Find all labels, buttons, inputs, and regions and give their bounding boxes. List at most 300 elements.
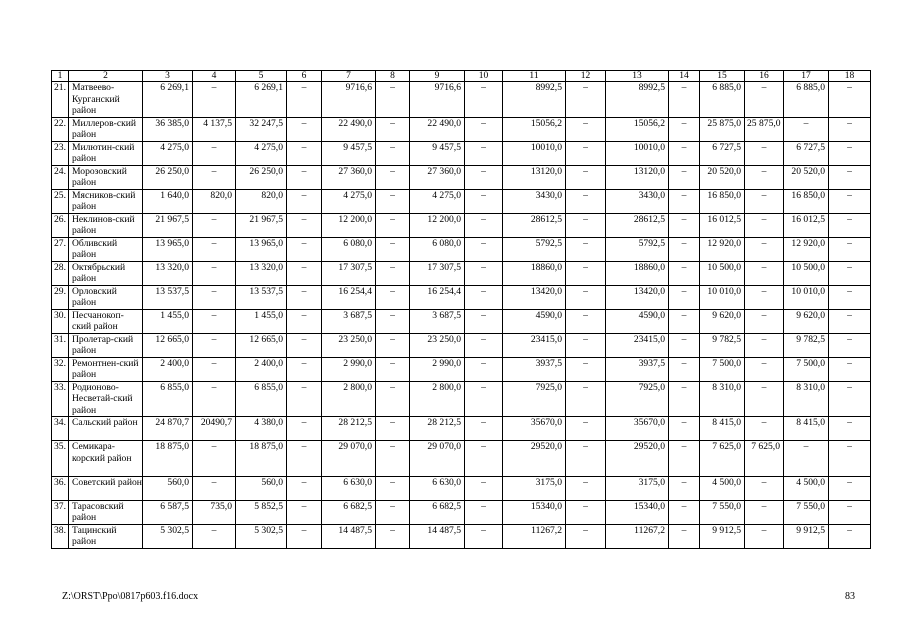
row-number-cell: 33. xyxy=(52,381,69,417)
row-number-cell: 35. xyxy=(52,441,69,477)
table-row xyxy=(52,381,871,417)
table-cell: 1 455,0 xyxy=(143,309,193,333)
table-cell: 32 247,5 xyxy=(236,117,287,141)
table-cell: – xyxy=(745,333,784,357)
table-cell: – xyxy=(566,189,606,213)
table-cell: 4 275,0 xyxy=(236,141,287,165)
table-cell: 16 012,5 xyxy=(784,213,829,237)
table-cell: – xyxy=(287,500,322,524)
table-cell: – xyxy=(376,237,410,261)
table-cell: 36 385,0 xyxy=(143,117,193,141)
table-cell: 3 687,5 xyxy=(322,309,376,333)
table-cell: 12 665,0 xyxy=(236,333,287,357)
table-cell: 9 457,5 xyxy=(322,141,376,165)
table-cell: 3175,0 xyxy=(503,476,566,500)
table-cell: 6 630,0 xyxy=(322,476,376,500)
table-cell: – xyxy=(566,357,606,381)
table-cell: – xyxy=(287,82,322,118)
table-cell: 13 320,0 xyxy=(236,261,287,285)
table-cell: 29 070,0 xyxy=(322,441,376,477)
table-cell: 12 920,0 xyxy=(784,237,829,261)
table-cell: 8992,5 xyxy=(503,82,566,118)
table-cell: – xyxy=(376,213,410,237)
table-row xyxy=(52,189,871,213)
table-cell: 6 080,0 xyxy=(322,237,376,261)
table-cell: 20490,7 xyxy=(193,417,236,441)
table-cell: – xyxy=(465,189,503,213)
table-cell: 8 310,0 xyxy=(700,381,745,417)
table-cell: – xyxy=(287,237,322,261)
table-cell: 13 320,0 xyxy=(143,261,193,285)
table-cell: – xyxy=(745,189,784,213)
table-cell: 13 965,0 xyxy=(143,237,193,261)
table-cell: 24 870,7 xyxy=(143,417,193,441)
column-header: 4 xyxy=(193,71,236,82)
table-cell: – xyxy=(566,381,606,417)
table-cell: – xyxy=(287,261,322,285)
column-header: 5 xyxy=(236,71,287,82)
table-cell: 12 200,0 xyxy=(322,213,376,237)
table-cell: 5792,5 xyxy=(606,237,669,261)
table-cell: 7 625,0 xyxy=(745,441,784,477)
table-cell: – xyxy=(465,117,503,141)
table-cell: – xyxy=(287,476,322,500)
table-cell: 21 967,5 xyxy=(236,213,287,237)
table-cell: – xyxy=(376,261,410,285)
table-cell: 6 269,1 xyxy=(143,82,193,118)
table-cell: – xyxy=(376,285,410,309)
district-name-cell: Октябрьский район xyxy=(69,261,143,285)
table-cell: – xyxy=(566,82,606,118)
table-cell: – xyxy=(465,441,503,477)
table-cell: 9 912,5 xyxy=(700,524,745,548)
table-cell: – xyxy=(193,213,236,237)
table-cell: 4 500,0 xyxy=(784,476,829,500)
table-cell: 6 587,5 xyxy=(143,500,193,524)
column-header: 15 xyxy=(700,71,745,82)
table-cell: 13120,0 xyxy=(503,165,566,189)
table-cell: – xyxy=(193,381,236,417)
table-cell: 25 875,0 xyxy=(700,117,745,141)
table-cell: – xyxy=(193,357,236,381)
table-cell: – xyxy=(745,261,784,285)
column-header: 16 xyxy=(745,71,784,82)
table-cell: 5792,5 xyxy=(503,237,566,261)
table-cell: 25 875,0 xyxy=(745,117,784,141)
table-row xyxy=(52,476,871,500)
table-cell: 16 850,0 xyxy=(700,189,745,213)
table-row xyxy=(52,82,871,118)
table-cell: 26 250,0 xyxy=(236,165,287,189)
table-cell: – xyxy=(465,333,503,357)
table-cell: – xyxy=(566,333,606,357)
table-cell: 16 850,0 xyxy=(784,189,829,213)
table-cell: 10 500,0 xyxy=(784,261,829,285)
column-header: 1 xyxy=(52,71,69,82)
table-cell: – xyxy=(829,417,871,441)
table-cell: 6 855,0 xyxy=(143,381,193,417)
table-cell: 4 275,0 xyxy=(322,189,376,213)
table-cell: 6 885,0 xyxy=(700,82,745,118)
table-cell: 4590,0 xyxy=(606,309,669,333)
table-cell: – xyxy=(376,333,410,357)
table-cell: 13 965,0 xyxy=(236,237,287,261)
table-cell: 3175,0 xyxy=(606,476,669,500)
table-row xyxy=(52,333,871,357)
table-cell: 16 012,5 xyxy=(700,213,745,237)
column-header: 17 xyxy=(784,71,829,82)
table-cell: – xyxy=(669,117,700,141)
table-cell: 27 360,0 xyxy=(322,165,376,189)
table-cell: 18 875,0 xyxy=(236,441,287,477)
table-cell: – xyxy=(669,141,700,165)
district-name-cell: Семикара-корский район xyxy=(69,441,143,477)
table-cell: – xyxy=(829,381,871,417)
table-cell: – xyxy=(745,381,784,417)
table-cell: 13420,0 xyxy=(606,285,669,309)
table-cell: 14 487,5 xyxy=(410,524,465,548)
table-cell: – xyxy=(465,285,503,309)
table-row xyxy=(52,141,871,165)
table-cell: – xyxy=(566,213,606,237)
table-cell: – xyxy=(829,476,871,500)
table-cell: – xyxy=(829,309,871,333)
table-cell: 5 852,5 xyxy=(236,500,287,524)
district-name-cell: Милютин-ский район xyxy=(69,141,143,165)
table-cell: 8 310,0 xyxy=(784,381,829,417)
table-cell: – xyxy=(287,141,322,165)
table-cell: 9 620,0 xyxy=(784,309,829,333)
district-name-cell: Пролетар-ский район xyxy=(69,333,143,357)
table-cell: 3937,5 xyxy=(606,357,669,381)
table-cell: 820,0 xyxy=(193,189,236,213)
district-name-cell: Сальский район xyxy=(69,417,143,441)
table-row xyxy=(52,441,871,477)
table-cell: 12 665,0 xyxy=(143,333,193,357)
table-cell: 20 520,0 xyxy=(700,165,745,189)
table-cell: – xyxy=(745,141,784,165)
table-cell: – xyxy=(829,213,871,237)
table-cell: – xyxy=(829,285,871,309)
table-cell: – xyxy=(193,441,236,477)
table-cell: 820,0 xyxy=(236,189,287,213)
table-cell: – xyxy=(566,285,606,309)
table-cell: 7 500,0 xyxy=(700,357,745,381)
table-cell: – xyxy=(376,476,410,500)
table-cell: – xyxy=(287,189,322,213)
row-number-cell: 38. xyxy=(52,524,69,548)
table-cell: – xyxy=(669,285,700,309)
table-cell: – xyxy=(669,381,700,417)
table-cell: – xyxy=(287,441,322,477)
table-cell: – xyxy=(566,417,606,441)
table-cell: – xyxy=(745,524,784,548)
table-cell: 10 500,0 xyxy=(700,261,745,285)
column-header: 9 xyxy=(410,71,465,82)
district-name-cell: Тацинский район xyxy=(69,524,143,548)
table-cell: – xyxy=(745,500,784,524)
table-cell: 27 360,0 xyxy=(410,165,465,189)
table-cell: – xyxy=(566,237,606,261)
table-cell: 23 250,0 xyxy=(322,333,376,357)
table-cell: 6 682,5 xyxy=(322,500,376,524)
row-number-cell: 21. xyxy=(52,82,69,118)
table-cell: 735,0 xyxy=(193,500,236,524)
table-cell: 23415,0 xyxy=(503,333,566,357)
table-cell: – xyxy=(669,189,700,213)
table-cell: 4 137,5 xyxy=(193,117,236,141)
row-number-cell: 22. xyxy=(52,117,69,141)
table-cell: 10 010,0 xyxy=(784,285,829,309)
table-cell: 9 912,5 xyxy=(784,524,829,548)
table-cell: 17 307,5 xyxy=(322,261,376,285)
table-cell: 9716,6 xyxy=(410,82,465,118)
table-cell: – xyxy=(829,189,871,213)
table-cell: – xyxy=(287,333,322,357)
table-cell: 5 302,5 xyxy=(236,524,287,548)
table-cell: 11267,2 xyxy=(606,524,669,548)
table-cell: 10 010,0 xyxy=(700,285,745,309)
table-cell: – xyxy=(745,82,784,118)
table-cell: – xyxy=(465,213,503,237)
table-cell: 2 990,0 xyxy=(322,357,376,381)
table-cell: 12 920,0 xyxy=(700,237,745,261)
table-cell: – xyxy=(829,333,871,357)
table-cell: – xyxy=(465,417,503,441)
column-header: 11 xyxy=(503,71,566,82)
table-cell: – xyxy=(287,213,322,237)
table-row xyxy=(52,500,871,524)
table-cell: 14 487,5 xyxy=(322,524,376,548)
column-header: 6 xyxy=(287,71,322,82)
table-cell: – xyxy=(287,285,322,309)
table-cell: – xyxy=(465,141,503,165)
table-cell: 13 537,5 xyxy=(236,285,287,309)
table-cell: – xyxy=(829,117,871,141)
table-cell: – xyxy=(566,476,606,500)
data-table xyxy=(51,70,871,549)
district-name-cell: Песчанокоп-ский район xyxy=(69,309,143,333)
table-cell: 6 885,0 xyxy=(784,82,829,118)
table-row xyxy=(52,213,871,237)
table-cell: 2 800,0 xyxy=(322,381,376,417)
table-cell: – xyxy=(465,500,503,524)
district-name-cell: Миллеров-ский район xyxy=(69,117,143,141)
table-cell: 9716,6 xyxy=(322,82,376,118)
page-number: 83 xyxy=(845,591,855,602)
column-header: 13 xyxy=(606,71,669,82)
table-cell: 4 275,0 xyxy=(410,189,465,213)
table-cell: – xyxy=(193,285,236,309)
table-cell: – xyxy=(465,476,503,500)
table-row xyxy=(52,417,871,441)
district-name-cell: Тарасовский район xyxy=(69,500,143,524)
table-cell: – xyxy=(376,524,410,548)
row-number-cell: 30. xyxy=(52,309,69,333)
table-cell: 8992,5 xyxy=(606,82,669,118)
table-cell: – xyxy=(287,357,322,381)
table-cell: – xyxy=(745,285,784,309)
table-row xyxy=(52,117,871,141)
table-cell: – xyxy=(193,261,236,285)
district-name-cell: Матвеево-Курганский район xyxy=(69,82,143,118)
table-cell: – xyxy=(465,381,503,417)
table-cell: 21 967,5 xyxy=(143,213,193,237)
table-cell: – xyxy=(376,82,410,118)
column-header: 3 xyxy=(143,71,193,82)
table-cell: 7925,0 xyxy=(606,381,669,417)
table-cell: 7 550,0 xyxy=(784,500,829,524)
table-cell: – xyxy=(745,357,784,381)
table-cell: 1 455,0 xyxy=(236,309,287,333)
table-cell: 10010,0 xyxy=(503,141,566,165)
table-cell: 29520,0 xyxy=(503,441,566,477)
table-cell: 13120,0 xyxy=(606,165,669,189)
table-cell: – xyxy=(376,381,410,417)
table-cell: 12 200,0 xyxy=(410,213,465,237)
column-header: 12 xyxy=(566,71,606,82)
table-cell: – xyxy=(193,524,236,548)
table-cell: 2 990,0 xyxy=(410,357,465,381)
table-cell: 8 415,0 xyxy=(700,417,745,441)
table-cell: – xyxy=(376,441,410,477)
table-cell: 28612,5 xyxy=(503,213,566,237)
row-number-cell: 26. xyxy=(52,213,69,237)
row-number-cell: 27. xyxy=(52,237,69,261)
table-cell: – xyxy=(465,357,503,381)
table-cell: 2 800,0 xyxy=(410,381,465,417)
table-cell: 20 520,0 xyxy=(784,165,829,189)
table-cell: 7925,0 xyxy=(503,381,566,417)
table-cell: – xyxy=(287,417,322,441)
table-cell: 7 500,0 xyxy=(784,357,829,381)
district-name-cell: Мясников-ский район xyxy=(69,189,143,213)
row-number-cell: 32. xyxy=(52,357,69,381)
table-cell: – xyxy=(669,261,700,285)
table-cell: 23415,0 xyxy=(606,333,669,357)
table-cell: – xyxy=(465,524,503,548)
table-cell: – xyxy=(465,261,503,285)
row-number-cell: 29. xyxy=(52,285,69,309)
table-cell: – xyxy=(829,237,871,261)
table-cell: – xyxy=(465,82,503,118)
column-header: 10 xyxy=(465,71,503,82)
table-cell: – xyxy=(566,141,606,165)
table-cell: – xyxy=(829,441,871,477)
table-cell: – xyxy=(829,141,871,165)
table-cell: 22 490,0 xyxy=(410,117,465,141)
table-cell: – xyxy=(745,237,784,261)
table-cell: 17 307,5 xyxy=(410,261,465,285)
table-cell: – xyxy=(193,476,236,500)
table-cell: – xyxy=(669,213,700,237)
table-cell: 6 727,5 xyxy=(784,141,829,165)
table-cell: – xyxy=(193,165,236,189)
table-cell: – xyxy=(376,309,410,333)
row-number-cell: 25. xyxy=(52,189,69,213)
table-cell: – xyxy=(376,357,410,381)
district-name-cell: Ремонтнен-ский район xyxy=(69,357,143,381)
row-number-cell: 34. xyxy=(52,417,69,441)
table-cell: – xyxy=(376,189,410,213)
table-cell: 3937,5 xyxy=(503,357,566,381)
table-cell: – xyxy=(193,141,236,165)
table-cell: – xyxy=(465,309,503,333)
table-row xyxy=(52,357,871,381)
table-cell: 3430,0 xyxy=(503,189,566,213)
column-header: 8 xyxy=(376,71,410,82)
table-cell: 22 490,0 xyxy=(322,117,376,141)
table-cell: – xyxy=(784,441,829,477)
column-header: 14 xyxy=(669,71,700,82)
table-cell: 6 727,5 xyxy=(700,141,745,165)
table-cell: – xyxy=(287,381,322,417)
table-cell: – xyxy=(669,82,700,118)
table-cell: – xyxy=(566,165,606,189)
table-cell: – xyxy=(669,441,700,477)
table-row xyxy=(52,285,871,309)
table-cell: – xyxy=(287,309,322,333)
table-cell: 6 855,0 xyxy=(236,381,287,417)
table-cell: – xyxy=(566,117,606,141)
row-number-cell: 28. xyxy=(52,261,69,285)
footer-file-path: Z:\ORST\Ppo\0817p603.f16.docx xyxy=(62,591,199,602)
table-cell: – xyxy=(376,117,410,141)
table-cell: – xyxy=(669,333,700,357)
table-row xyxy=(52,237,871,261)
table-cell: – xyxy=(829,524,871,548)
table-cell: 4590,0 xyxy=(503,309,566,333)
table-cell: 11267,2 xyxy=(503,524,566,548)
table-cell: – xyxy=(829,261,871,285)
table-cell: 35670,0 xyxy=(606,417,669,441)
row-number-cell: 23. xyxy=(52,141,69,165)
table-cell: 15056,2 xyxy=(503,117,566,141)
row-number-cell: 36. xyxy=(52,476,69,500)
table-cell: – xyxy=(669,417,700,441)
table-cell: 26 250,0 xyxy=(143,165,193,189)
table-row xyxy=(52,165,871,189)
table-cell: 7 625,0 xyxy=(700,441,745,477)
table-cell: 18 875,0 xyxy=(143,441,193,477)
table-cell: – xyxy=(287,524,322,548)
table-cell: 6 080,0 xyxy=(410,237,465,261)
table-cell: 2 400,0 xyxy=(236,357,287,381)
table-cell: 2 400,0 xyxy=(143,357,193,381)
table-cell: 15340,0 xyxy=(606,500,669,524)
table-cell: 18860,0 xyxy=(503,261,566,285)
table-row xyxy=(52,524,871,548)
table-cell: 35670,0 xyxy=(503,417,566,441)
table-cell: – xyxy=(566,309,606,333)
table-cell: – xyxy=(287,117,322,141)
table-cell: – xyxy=(566,261,606,285)
district-name-cell: Обливский район xyxy=(69,237,143,261)
table-cell: 28612,5 xyxy=(606,213,669,237)
table-cell: – xyxy=(193,82,236,118)
table-cell: 6 630,0 xyxy=(410,476,465,500)
table-cell: 15056,2 xyxy=(606,117,669,141)
table-cell: – xyxy=(669,309,700,333)
table-cell: 28 212,5 xyxy=(322,417,376,441)
table-cell: 560,0 xyxy=(236,476,287,500)
table-cell: 15340,0 xyxy=(503,500,566,524)
table-cell: 6 269,1 xyxy=(236,82,287,118)
table-cell: – xyxy=(745,165,784,189)
column-header: 2 xyxy=(69,71,143,82)
table-cell: 23 250,0 xyxy=(410,333,465,357)
table-cell: – xyxy=(376,165,410,189)
